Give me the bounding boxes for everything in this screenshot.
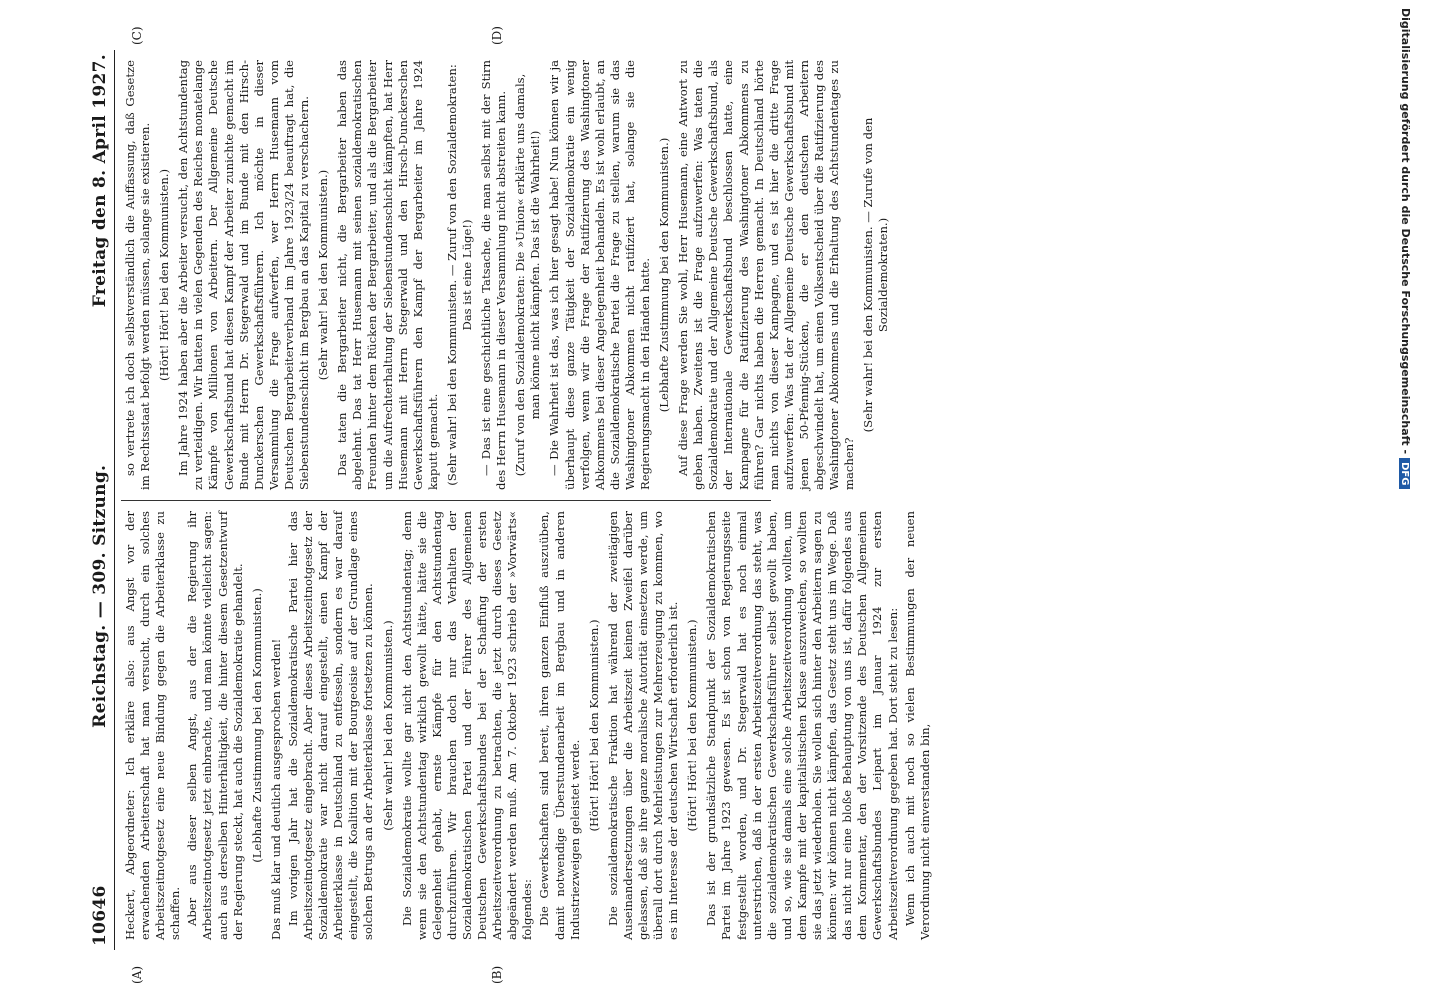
interjection: (Hört! Hört! bei den Kommunisten.): [586, 619, 601, 832]
paragraph: Das muß klar und deutlich ausgesprochen werden!: [268, 638, 283, 940]
text-columns: [121, 50, 932, 950]
paragraph: Das ist der grundsätzliche Standpunkt der Sozialdemokratischen Partei im Jahre 1923 gewesen. Es ist schon von Regierungsseite festgestellt worden, und Dr. Stegerwald hat es noch einmal unterstrichen, daß in der ersten Arbeitszeitverordnung das steht, was die sozialdemokratischen Gewerkschaftsführer selbst gewollt haben, und so, wie sie damals eine solche Arbeitszeitverordnung wollten, um dem Kampfe mit der kapitalistischen Klasse auszuweichen, so wollten sie das jetzt wiederholen. Sie wollen sich hinter den Arbeitern sagen zu können: wir können nicht kämpfen, das Gesetz steht uns im Wege. Daß das nicht nur eine bloße Behauptung von uns ist, dafür folgendes aus dem Kommentar, den der Vorsitzende des Deutschen Allgemeinen Gewerkschaftsbundes Leipart im Januar 1924 zur ersten Arbeitszeitverordnung gegeben hat. Dort steht zu lesen:: [704, 511, 900, 940]
paragraph: Wenn ich auch mit noch so vielen Bestimmungen der neuen Verordnung nicht einverstanden bin,: [902, 511, 932, 940]
page-header: [90, 50, 115, 950]
session-title: Reichstag. — 309. Sitzung.: [90, 464, 110, 728]
page-number: 10646: [90, 885, 110, 946]
paragraph: Das taten die Bergarbeiter nicht, die Bergarbeiter haben das abgelehnt. Das tat Herr Husemann mit seinen sozialdemokratischen Freunden hinter dem Rücken der Bergarbeiter, und als die Bergarbeiter um die Aufrechterhaltung der Siebenstundenschicht kämpften, hat Herr Husemann mit Herrn Stegerwald und den Hirsch-Dunckerschen Gewerkschaftsführern den Kampf der Bergarbeiter im Jahre 1924 kaputt gemacht.: [335, 60, 440, 490]
digitization-note: [1392, 8, 1410, 998]
rotated-page-content: [90, 26, 932, 984]
paragraph: Aber aus dieser selben Angst, aus der die Regierung ihr Arbeitszeitnotgesetz jetzt einbrachte, und man könnte vielleicht sagen: auch aus derselben Hinterhältigkeit, die hinter diesem Gesetzentwurf der Regierung steckt, hat auch die Sozialdemokratie gehandelt.: [185, 511, 245, 940]
digitization-text: Digitalisierung gefördert durch die Deutsche Forschungsgemeinschaft -: [1399, 8, 1412, 455]
left-column: [121, 500, 932, 950]
dfg-logo: DFG: [1399, 458, 1410, 489]
margin-marker-a: (A): [130, 965, 144, 984]
paragraph: so vertrete ich doch selbstverständlich die Auffassung, daß Gesetze im Rechtsstaat befolgt werden müssen, solange sie existieren.: [123, 60, 153, 490]
interjection: (Lebhafte Zustimmung bei den Kommunisten.): [657, 137, 672, 413]
interjection: (Hört! Hört! bei den Kommunisten.): [685, 619, 700, 832]
interjection: (Zuruf von den Sozialdemokraten: Die »Union« erklärte uns damals, man könne nicht kämpfen. Das ist die Wahrheit!): [513, 73, 543, 477]
interjection: (Lebhafte Zustimmung bei den Kommunisten.): [249, 588, 264, 863]
paragraph: Im vorigen Jahr hat die Sozialdemokratische Partei hier das Arbeitszeitnotgesetz eingebracht. Aber dieses Arbeitszeitnotgesetz der Sozialdemokratie war nicht darauf eingestellt, einen Kampf der Arbeiterklasse in Deutschland zu entfesseln, sondern es war darauf eingestellt, die Koalition mit der Bourgeoisie auf der Grundlage eines solchen Betrugs an der Arbeiterklasse fortsetzen zu können.: [285, 511, 376, 940]
paragraph: Die Sozialdemokratie wollte gar nicht den Achtstundentag; denn wenn sie den Achtstundentag wirklich gewollt hätte, hätte sie die Gelegenheit gehabt, ernste Kämpfe für den Achtstundentag durchzuführen. Wir brauchen doch nur das Verhalten der Sozialdemokratischen Partei und der Führer des Allgemeinen Deutschen Gewerkschaftsbundes bei der Schaffung der ersten Arbeitszeitverordnung zu betrachten, die jetzt durch dieses Gesetz abgeändert werden muß. Am 7. Oktober 1923 schrieb der »Vorwärts« folgendes:: [399, 511, 535, 940]
paragraph: Im Jahre 1924 haben aber die Arbeiter versucht, den Achtstundentag zu verteidigen. Wir hatten in vielen Gegenden des Reiches monatelange Kämpfe von Millionen von Arbeitern. Der Allgemeine Deutsche Gewerkschaftsbund hat diesen Kampf der Arbeiter zunichte gemacht im Bunde mit Herrn Dr. Stegerwald und im Bunde mit den Hirsch-Dunckerschen Gewerkschaftsführern. Ich möchte in dieser Versammlung die Frage aufwerfen, wer Herrn Husemann vom Deutschen Bergarbeiterverband im Jahre 1923/24 beauftragt hat, die Siebenstundenschicht im Bergbau an das Kapital zu verschachern.: [176, 60, 312, 490]
date-title: Freitag den 8. April 1927.: [90, 54, 110, 308]
margin-marker-c: (C): [130, 26, 144, 45]
interjection: (Sehr wahr! bei den Kommunisten. — Zuruf von den Sozialdemokraten: Das ist eine Lüge!): [444, 64, 474, 486]
interjection: (Sehr wahr! bei den Kommunisten. — Zurufe von den Sozialdemokraten.): [861, 117, 891, 433]
paragraph: Auf diese Frage werden Sie wohl, Herr Husemann, eine Antwort zu geben haben. Zweitens ist die Frage aufzuwerfen: Was taten die Sozialdemokratie und der Allgemeine Deutsche Gewerkschaftsbund, als der Internationale Gewerkschaftsbund beschlossen hatte, eine Kampagne für die Ratifizierung des Washingtoner Abkommens zu führen? Gar nichts haben die Herren gemacht. In Deutschland hörte man nichts von dieser Kampagne, und es ist hier die dritte Frage aufzuwerfen: Was tat der Allgemeine Deutsche Gewerkschaftsbund mit jenen 50-Pfennig-Stücken, die er den deutschen Arbeitern abgeschwindelt hat, um einen Volksentscheid über die Ratifizierung des Washingtoner Abkommens und die Erhaltung des Achtstundentages zu machen?: [676, 60, 857, 490]
interjection: (Sehr wahr! bei den Kommunisten.): [316, 169, 331, 381]
margin-marker-b: (B): [490, 965, 504, 984]
interjection: (Sehr wahr! bei den Kommunisten.): [380, 620, 395, 831]
margin-marker-d: (D): [490, 26, 504, 45]
paragraph: Die sozialdemokratische Fraktion hat während der zweitägigen Auseinandersetzungen über die Arbeitszeit keinen Zweifel darüber gelassen, daß sie ihre ganze moralische Autorität einsetzen werde, um überall dort durch Mehrleistungen zur Mehrerzeugung zu kommen, wo es im Interesse der deutschen Wirtschaft erforderlich ist.: [605, 511, 681, 940]
paragraph: Heckert, Abgeordneter: Ich erkläre also: aus Angst vor der erwachenden Arbeiterschaft hat man versucht, durch ein solches Arbeitszeitnotgesetz eine neue Bindung gegen die Arbeiterklasse zu schaffen.: [123, 511, 183, 940]
paragraph: Die Gewerkschaften sind bereit, ihren ganzen Einfluß auszuüben, damit notwendige Überstundenarbeit im Bergbau und in anderen Industriezweigen geleistet werde.: [537, 511, 582, 940]
paragraph: — Das ist eine geschichtliche Tatsache, die man selbst mit der Stirn des Herrn Husemann in dieser Versammlung nicht abstreiten kann.: [479, 60, 509, 490]
interjection: (Hört! Hört! bei den Kommunisten.): [157, 169, 172, 382]
right-column: [121, 50, 891, 500]
paragraph: — Die Wahrheit ist das, was ich hier gesagt habe! Nun können wir ja überhaupt diese ganze Tätigkeit der Sozialdemokratie ein wenig verfolgen, wenn wir die Frage der Ratifizierung des Washingtoner Abkommens bei dieser Angelegenheit behandeln. Es ist wohl erlaubt, an die Sozialdemokratische Partei die Frage zu stellen, warum sie das Washingtoner Abkommen nicht ratifiziert hat, solange sie die Regierungsmacht in den Händen hatte.: [547, 60, 652, 490]
